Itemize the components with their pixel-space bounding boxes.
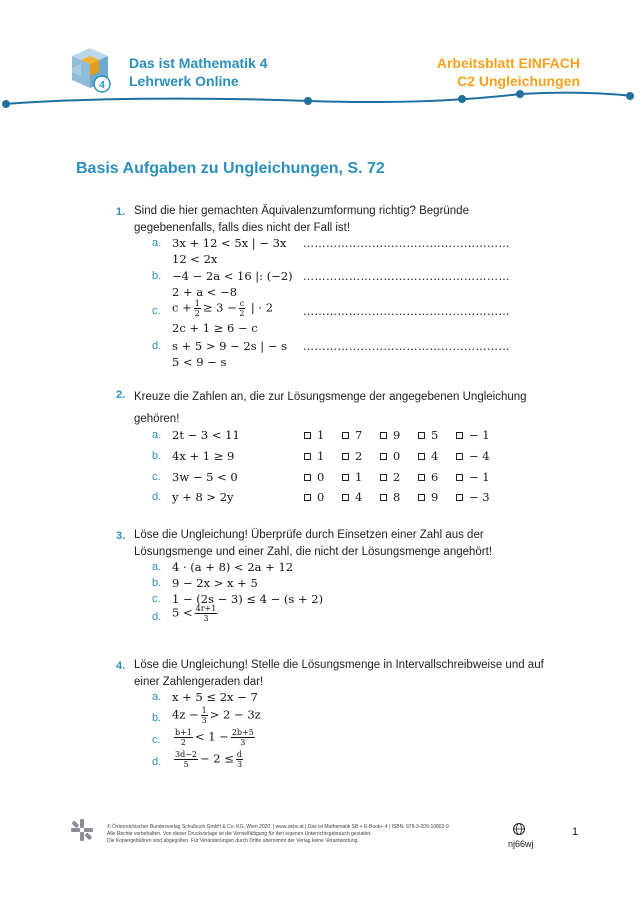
checkbox-square-icon[interactable] — [342, 494, 349, 501]
q1c-line2: 2c + 1 ≥ 6 − c — [172, 321, 258, 335]
q2-text — [134, 386, 527, 430]
q3-label-d: d. — [152, 611, 162, 623]
q1-label-c: c. — [152, 305, 161, 317]
q2-option-checkbox[interactable] — [342, 428, 362, 442]
q4d-expr — [172, 750, 245, 769]
q3b-expr: 9 − 2x > x + 5 — [172, 576, 258, 590]
header-curve — [0, 86, 640, 110]
q2-option-value: 4 — [431, 449, 439, 463]
checkbox-square-icon[interactable] — [304, 432, 311, 439]
q1b-answer-line[interactable]: ……………………………………………… — [303, 270, 510, 283]
q2-inequality: 4x + 1 ≥ 9 — [172, 449, 235, 463]
q1a-answer-line[interactable]: ……………………………………………… — [303, 237, 510, 250]
q1-label-d: d. — [152, 340, 162, 352]
q2-option-value: 7 — [355, 428, 363, 442]
q4a-expr: x + 5 ≤ 2x − 7 — [172, 690, 258, 704]
q2-option-value: 9 — [393, 428, 401, 442]
q4b-fraction — [201, 706, 208, 725]
q4-text — [134, 657, 544, 691]
q2-option-value: 5 — [431, 428, 439, 442]
header-title: Das ist Mathematik 4 — [129, 55, 268, 71]
checkbox-square-icon[interactable] — [456, 453, 463, 460]
q2-option-checkbox[interactable] — [380, 470, 400, 484]
page-title: Basis Aufgaben zu Ungleichungen, S. 72 — [76, 160, 385, 177]
worksheet-topic: C2 Ungleichungen — [457, 73, 580, 89]
q2-option-value: 6 — [431, 470, 439, 484]
q1c-f1-den: 2 — [194, 309, 200, 318]
q2-option-checkbox[interactable] — [418, 470, 438, 484]
q4-number: 4. — [116, 660, 126, 672]
q3d-num: 4r+1 — [195, 604, 217, 613]
q2-option-checkbox[interactable] — [304, 428, 324, 442]
q1-number: 1. — [116, 206, 126, 218]
q2-option-value: 1 — [317, 428, 325, 442]
q3a-expr: 4 · (a + 8) < 2a + 12 — [172, 560, 294, 574]
q4c-n2: 2b+5 — [231, 728, 254, 737]
q2-option-value: 0 — [317, 490, 325, 504]
q2-inequality: 2t − 3 < 11 — [172, 428, 240, 442]
page-number: 1 — [572, 826, 579, 838]
q1-text-line2: gegebenenfalls, falls dies nicht der Fall ist! — [134, 222, 351, 234]
q2-option-checkbox[interactable] — [418, 490, 438, 504]
q2-option-checkbox[interactable] — [342, 449, 362, 463]
q2-option-checkbox[interactable] — [380, 490, 400, 504]
q2-label-b: b. — [152, 450, 162, 462]
header-left — [129, 54, 268, 90]
q1d-line2: 5 < 9 − s — [172, 355, 227, 369]
checkbox-square-icon[interactable] — [418, 432, 425, 439]
q2-inequality: y + 8 > 2y — [172, 490, 234, 504]
q4d-d2: 3 — [236, 760, 243, 769]
q3-text — [134, 527, 492, 561]
q1a-line1: 3x + 12 < 5x | − 3x — [172, 236, 287, 250]
q1d-answer-line[interactable]: ……………………………………………… — [303, 340, 510, 353]
q2-option-checkbox[interactable] — [456, 449, 490, 463]
q3d-expr — [172, 604, 219, 623]
q4b-expr — [172, 706, 261, 725]
q2-label-d: d. — [152, 491, 162, 503]
footer-text — [107, 824, 449, 845]
q4b-post: > 2 − 3z — [209, 707, 261, 722]
q4c-mid: < 1 − — [194, 729, 229, 744]
q4c-fraction-2 — [231, 728, 255, 747]
footer-line1: © Österreichischer Bundesverlag Schulbuch GmbH & Co. KG, Wien 2020. | www.oebv.at | Das ist Mathematik SB + E-Book+ 4 | ISBN: 978-3-209-10802-9 — [107, 824, 449, 830]
q4b-pre: 4z − — [172, 707, 199, 722]
worksheet-type: Arbeitsblatt EINFACH — [436, 55, 580, 71]
q4c-d1: 2 — [180, 738, 186, 747]
q1-text — [134, 203, 469, 237]
q2-option-checkbox[interactable] — [304, 449, 324, 463]
q3-label-c: c. — [152, 593, 161, 605]
globe-icon[interactable] — [512, 822, 526, 836]
q1c-f1-num: 1 — [194, 299, 200, 308]
q2-option-value: 0 — [317, 470, 325, 484]
q3-label-a: a. — [152, 561, 162, 573]
q2-option-value: − 1 — [469, 470, 490, 484]
q2-option-value: 4 — [355, 490, 363, 504]
q1c-mid: ≥ 3 − — [202, 300, 237, 315]
q1c-line1 — [172, 299, 273, 318]
q2-label-a: a. — [152, 429, 162, 441]
q1c-fraction-1 — [194, 299, 201, 318]
checkbox-square-icon[interactable] — [456, 494, 463, 501]
header-subtitle: Lehrwerk Online — [129, 73, 239, 89]
q1b-line2: 2 + a < −8 — [172, 285, 238, 299]
q4d-fraction-1 — [174, 750, 198, 769]
q2-option-checkbox[interactable] — [456, 490, 490, 504]
q2-inequality: 3w − 5 < 0 — [172, 470, 238, 484]
q3d-den: 3 — [203, 614, 209, 623]
q4c-d2: 3 — [240, 738, 246, 747]
footer-line3: Die Kopiergebühren sind abgegolten. Für Veränderungen durch Dritte übernimmt der Verlag keine Verantwortung. — [107, 838, 359, 844]
q2-option-checkbox[interactable] — [342, 470, 362, 484]
q4d-mid: − 2 ≤ — [200, 751, 234, 766]
q2-option-value: 8 — [393, 490, 401, 504]
q4-label-a: a. — [152, 691, 162, 703]
q2-option-checkbox[interactable] — [456, 428, 490, 442]
q4b-num: 1 — [201, 706, 207, 715]
q4b-den: 3 — [201, 716, 207, 725]
q1-label-b: b. — [152, 270, 162, 282]
q2-option-checkbox[interactable] — [418, 428, 438, 442]
checkbox-square-icon[interactable] — [304, 453, 311, 460]
q2-option-value: − 3 — [469, 490, 490, 504]
q1c-post: | · 2 — [247, 300, 274, 315]
footer-line2: Alle Rechte vorbehalten. Von dieser Druckvorlage ist die Vervielfältigung für den eigenen Unterrichtsgebrauch gestattet. — [107, 831, 372, 837]
checkbox-square-icon[interactable] — [418, 474, 425, 481]
q2-option-checkbox[interactable] — [304, 490, 324, 504]
q2-option-checkbox[interactable] — [418, 449, 438, 463]
q2-label-c: c. — [152, 471, 161, 483]
q4-text-line1: Löse die Ungleichung! Stelle die Lösungsmenge in Intervallschreibweise und auf — [134, 659, 544, 671]
q2-text-line2: gehören! — [134, 413, 180, 425]
checkbox-square-icon[interactable] — [380, 474, 387, 481]
q4c-fraction-1 — [174, 728, 193, 747]
q3c-expr: 1 − (2s − 3) ≤ 4 − (s + 2) — [172, 592, 324, 606]
checkbox-square-icon[interactable] — [456, 432, 463, 439]
checkbox-square-icon[interactable] — [342, 474, 349, 481]
q4d-d1: 5 — [183, 760, 189, 769]
logo-badge: 4 — [99, 80, 105, 91]
q4d-n2: d — [236, 750, 243, 759]
q1a-line2: 12 < 2x — [172, 252, 218, 266]
q4d-fraction-2 — [236, 750, 243, 769]
checkbox-square-icon[interactable] — [304, 474, 311, 481]
q4c-expr — [172, 728, 257, 747]
q4d-n1: 3d−2 — [175, 750, 198, 759]
checkbox-square-icon[interactable] — [342, 432, 349, 439]
q2-option-checkbox[interactable] — [342, 490, 362, 504]
q2-option-value: 2 — [355, 449, 363, 463]
q2-text-line1: Kreuze die Zahlen an, die zur Lösungsmenge der angegebenen Ungleichung — [134, 391, 527, 403]
q3d-fraction — [195, 604, 218, 623]
q2-option-value: − 1 — [469, 428, 490, 442]
q1c-pre: c + — [172, 300, 192, 315]
checkbox-square-icon[interactable] — [418, 453, 425, 460]
q4c-n1: b+1 — [175, 728, 192, 737]
q3-text-line2: Lösungsmenge und einer Zahl, die nicht der Lösungsmenge angehört! — [134, 546, 493, 558]
q4-text-line2: einer Zahlengeraden dar! — [134, 676, 264, 688]
q1d-line1: s + 5 > 9 − 2s | − s — [172, 339, 287, 353]
q2-option-value: − 4 — [469, 449, 490, 463]
q3d-pre: 5 < — [172, 605, 193, 620]
q1-text-line1: Sind die hier gemachten Äquivalenzumformung richtig? Begründe — [134, 205, 469, 217]
q3-text-line1: Löse die Ungleichung! Überprüfe durch Einsetzen einer Zahl aus der — [134, 529, 484, 541]
checkbox-square-icon[interactable] — [304, 494, 311, 501]
q1c-f2-den: 2 — [239, 309, 245, 318]
q1c-fraction-2 — [239, 299, 245, 318]
q2-option-checkbox[interactable] — [304, 470, 324, 484]
checkbox-square-icon[interactable] — [456, 474, 463, 481]
q1b-line1: −4 − 2a < 16 |: (−2) — [172, 269, 293, 283]
publisher-logo — [70, 818, 94, 842]
q3-label-b: b. — [152, 577, 162, 589]
q2-option-value: 1 — [317, 449, 325, 463]
q2-option-value: 1 — [355, 470, 363, 484]
checkbox-square-icon[interactable] — [342, 453, 349, 460]
checkbox-square-icon[interactable] — [418, 494, 425, 501]
q1-label-a: a. — [152, 237, 162, 249]
checkbox-square-icon[interactable] — [380, 453, 387, 460]
online-code[interactable]: nj66wj — [508, 839, 534, 849]
q4-label-d: d. — [152, 756, 162, 768]
q3-number: 3. — [116, 530, 126, 542]
q1c-f2-num: c — [239, 299, 245, 308]
q2-option-value: 0 — [393, 449, 401, 463]
q4-label-c: c. — [152, 734, 161, 746]
header-right — [437, 54, 580, 90]
q2-option-value: 9 — [431, 490, 439, 504]
q2-option-value: 2 — [393, 470, 401, 484]
checkbox-square-icon[interactable] — [380, 494, 387, 501]
q2-option-checkbox[interactable] — [380, 449, 400, 463]
checkbox-square-icon[interactable] — [380, 432, 387, 439]
q2-option-checkbox[interactable] — [380, 428, 400, 442]
q4-label-b: b. — [152, 712, 162, 724]
q2-number: 2. — [116, 389, 126, 401]
q2-option-checkbox[interactable] — [456, 470, 490, 484]
q1c-answer-line[interactable]: ……………………………………………… — [303, 305, 510, 318]
